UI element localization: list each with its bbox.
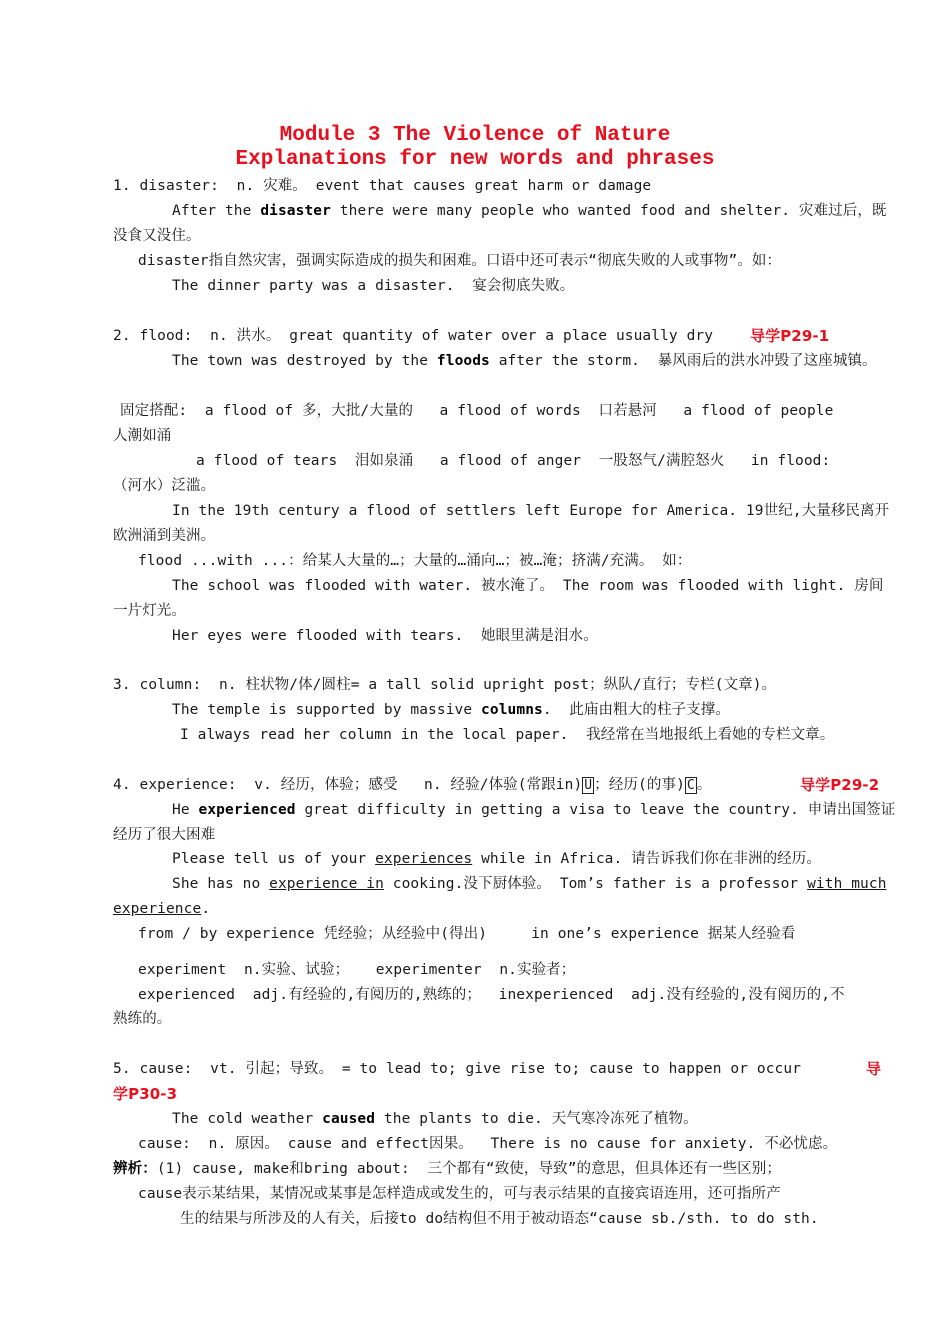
entry-1-note: disaster指自然灾害，强调实际造成的损失和困难。口语中还可表示“彻底失败的人或事物”。如： bbox=[138, 253, 782, 269]
entry-3-example: The temple is supported by massive columns. 此庙由粗大的柱子支撑。 bbox=[172, 702, 730, 718]
entry-5-analysis-3: 生的结果与所涉及的人有关，后接to do结构但不用于被动语态“cause sb./sth. to do sth. bbox=[180, 1211, 819, 1227]
entry-5-example: The cold weather caused the plants to die. 天气寒冷冻死了植物。 bbox=[172, 1111, 698, 1127]
entry-1-example-2: The dinner party was a disaster. 宴会彻底失败。 bbox=[172, 278, 575, 294]
entry-2-definition: 2. flood: n. 洪水。 great quantity of water over a place usually dry bbox=[113, 328, 714, 344]
entry-5-analysis-2: cause表示某结果，某情况或某事是怎样造成或发生的，可与表示结果的直接宾语连用，还可指所产 bbox=[138, 1186, 781, 1202]
entry-2-collocations-2: a flood of tears 泪如泉涌 a flood of anger 一股怒气/满腔怒火 in flood: bbox=[196, 453, 831, 469]
keyword: caused bbox=[322, 1111, 376, 1127]
entry-3-example-2: I always read her column in the local paper. 我经常在当地报纸上看她的专栏文章。 bbox=[180, 727, 835, 743]
entry-5-noun: cause: n. 原因。 cause and effect因果。 There is no cause for anxiety. 不必忧虑。 bbox=[138, 1136, 838, 1152]
entry-2-example-2: In the 19th century a flood of settlers left Europe for America. 19世纪,大量移民离开 bbox=[172, 503, 890, 519]
entry-2-example-2-cont: 欧洲涌到美洲。 bbox=[113, 528, 216, 544]
entry-4-related-2: experienced adj.有经验的,有阅历的,熟练的； inexperienced adj.没有经验的,没有阅历的,不 bbox=[138, 987, 845, 1003]
entry-5-reference-b: 学P30-3 bbox=[113, 1085, 178, 1103]
entry-4-example-3: She has no experience in cooking.没下厨体验。 Tom’s father is a professor with much bbox=[172, 876, 887, 892]
keyword: columns bbox=[481, 702, 543, 718]
entry-2-reference: 导学P29-1 bbox=[750, 327, 830, 345]
entry-1-example-cont: 没食又没住。 bbox=[113, 228, 201, 244]
analysis-label: 辨析： bbox=[113, 1161, 157, 1177]
entry-3-definition: 3. column: n. 柱状物/体/圆柱= a tall solid upright post；纵队/直行；专栏(文章)。 bbox=[113, 677, 777, 693]
keyword: experienced bbox=[198, 802, 296, 818]
entry-1-definition: 1. disaster: n. 灾难。 event that causes great harm or damage bbox=[113, 178, 652, 194]
entry-4-example: He experienced great difficulty in getting a visa to leave the country. 申请出国签证 bbox=[172, 802, 896, 818]
keyword: floods bbox=[436, 353, 490, 369]
entry-4-related-2-cont: 熟练的。 bbox=[113, 1011, 172, 1027]
entry-4-reference: 导学P29-2 bbox=[800, 776, 880, 794]
module-title: Module 3 The Violence of Nature bbox=[279, 124, 671, 147]
entry-2-collocations-cont: 人潮如涌 bbox=[113, 428, 172, 444]
entry-4-example-cont: 经历了很大困难 bbox=[113, 827, 216, 843]
entry-5-definition: 5. cause: vt. 引起；导致。 = to lead to; give rise to; cause to happen or occur bbox=[113, 1061, 802, 1077]
entry-2-example-3-cont: 一片灯光。 bbox=[113, 603, 186, 619]
section-subtitle: Explanations for new words and phrases bbox=[235, 148, 715, 171]
entry-4-example-2: Please tell us of your experiences while in Africa. 请告诉我们你在非洲的经历。 bbox=[172, 851, 821, 867]
entry-2-collocations-2-cont: （河水）泛滥。 bbox=[113, 478, 216, 494]
entry-2-example-3: The school was flooded with water. 被水淹了。 The room was flooded with light. 房间 bbox=[172, 578, 884, 594]
entry-2-collocations: 固定搭配: a flood of 多，大批/大量的 a flood of words 口若悬河 a flood of people bbox=[120, 403, 834, 419]
countable-mark: C bbox=[686, 778, 695, 793]
uncountable-mark: U bbox=[584, 778, 593, 793]
entry-2-note: flood ...with ...：给某人大量的…；大量的…涌向…；被…淹；挤满/充满。 如： bbox=[138, 553, 692, 569]
keyword: disaster bbox=[260, 203, 331, 219]
entry-4-phrases: from / by experience 凭经验；从经验中(得出) in one’s experience 据某人经验看 bbox=[138, 926, 796, 942]
entry-4-example-3-cont: experience. bbox=[113, 901, 211, 917]
entry-2-example-4: Her eyes were flooded with tears. 她眼里满是泪水。 bbox=[172, 628, 598, 644]
entry-2-example: The town was destroyed by the floods after the storm. 暴风雨后的洪水冲毁了这座城镇。 bbox=[172, 353, 877, 369]
entry-5-reference-a: 导 bbox=[866, 1060, 882, 1078]
entry-4-related-1: experiment n.实验、试验； experimenter n.实验者； bbox=[138, 962, 576, 978]
entry-4-definition: 4. experience: v. 经历，体验；感受 n. 经验/体验(常跟in) U ；经历(的事) C 。 bbox=[113, 777, 712, 793]
entry-5-analysis: 辨析：(1) cause, make和bring about: 三个都有“致使，导致”的意思，但具体还有一些区别； bbox=[113, 1161, 781, 1177]
entry-1-example: After the disaster there were many people who wanted food and shelter. 灾难过后，既 bbox=[172, 203, 887, 219]
